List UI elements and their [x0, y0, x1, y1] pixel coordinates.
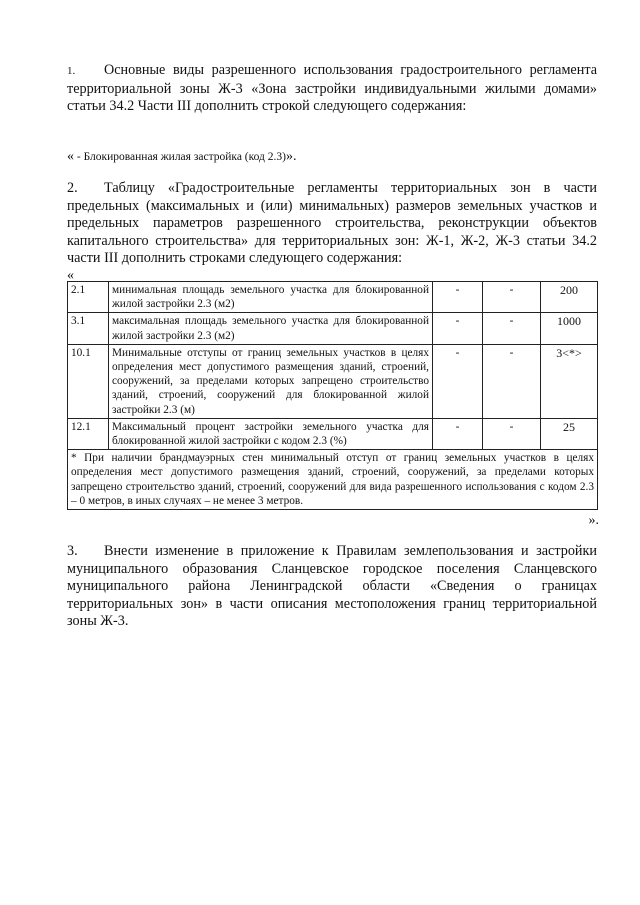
row-col-1: - [433, 344, 483, 418]
item-number: 1. [67, 65, 76, 77]
row-description: Минимальные отступы от границ земельных участков в целях определения мест допустимого размещения зданий, строений, сооружений, за пределами которых запрещено строительство зданий, строений, сооружений для блокированной жилой застройки 2.3 (м) [109, 344, 433, 418]
row-col-2: - [483, 282, 541, 313]
row-value: 200 [541, 282, 598, 313]
row-col-2: - [483, 418, 541, 449]
table-footnote-row [68, 450, 598, 510]
added-row-line [67, 149, 296, 165]
row-code: 12.1 [68, 418, 109, 449]
paragraph-item-1 [67, 62, 597, 116]
item-number: 3. [67, 543, 78, 559]
paragraph-item-3 [67, 543, 597, 631]
row-code: 10.1 [68, 344, 109, 418]
row-col-2: - [483, 344, 541, 418]
row-col-2: - [483, 313, 541, 344]
open-quote: « [67, 149, 74, 164]
added-row-text: - Блокированная жилая застройка (код 2.3) [74, 151, 286, 163]
row-code: 2.1 [68, 282, 109, 313]
close-quote: ». [285, 149, 297, 164]
table-row [68, 282, 598, 313]
table-row [68, 418, 598, 449]
item-text: Таблицу «Градостроительные регламенты территориальных зон в части предельных (максимальных и (или) минимальных) размеров земельных участков и предельных параметров разрешенного строительства, реконструкции объектов капитального строительства» для территориальных зон: Ж-1, Ж-2, Ж-3 статьи 34.2 части III дополнить строками следующего содержания: [67, 180, 597, 267]
row-description: Максимальный процент застройки земельного участка для блокированной жилой застройки с кодом 2.3 (%) [109, 418, 433, 449]
regulations-table [67, 281, 598, 510]
item-text: Основные виды разрешенного использования градостроительного регламента территориальной зоны Ж-3 «Зона застройки индивидуальными жилыми домами» статьи 34.2 Части III дополнить строкой следующего содержания: [67, 62, 597, 115]
paragraph-item-2 [67, 180, 597, 268]
row-col-1: - [433, 313, 483, 344]
table-footnote: * При наличии брандмауэрных стен минимальный отступ от границ земельных участков в целях определения мест допустимого размещения зданий, строений, сооружений, за пределами которых запрещено строительство зданий, строений, сооружений для вида разрешенного использования с кодом 2.3 – 0 метров, в иных случаях – не менее 3 метров. [68, 450, 598, 510]
row-code: 3.1 [68, 313, 109, 344]
item-number: 2. [67, 180, 78, 196]
row-value: 3<*> [541, 344, 598, 418]
table-row [68, 313, 598, 344]
table-close-quote: ». [588, 513, 599, 528]
row-col-1: - [433, 418, 483, 449]
table-row [68, 344, 598, 418]
table-open-quote: « [67, 268, 74, 283]
row-value: 25 [541, 418, 598, 449]
row-value: 1000 [541, 313, 598, 344]
row-col-1: - [433, 282, 483, 313]
row-description: максимальная площадь земельного участка для блокированной жилой застройки 2.3 (м2) [109, 313, 433, 344]
row-description: минимальная площадь земельного участка для блокированной жилой застройки 2.3 (м2) [109, 282, 433, 313]
item-text: Внести изменение в приложение к Правилам землепользования и застройки муниципального образования Сланцевское городское поселения Сланцевского муниципального района Ленинградской области «Сведения о границах территориальных зон» в части описания местоположения границ территориальной зоны Ж-3. [67, 543, 597, 630]
